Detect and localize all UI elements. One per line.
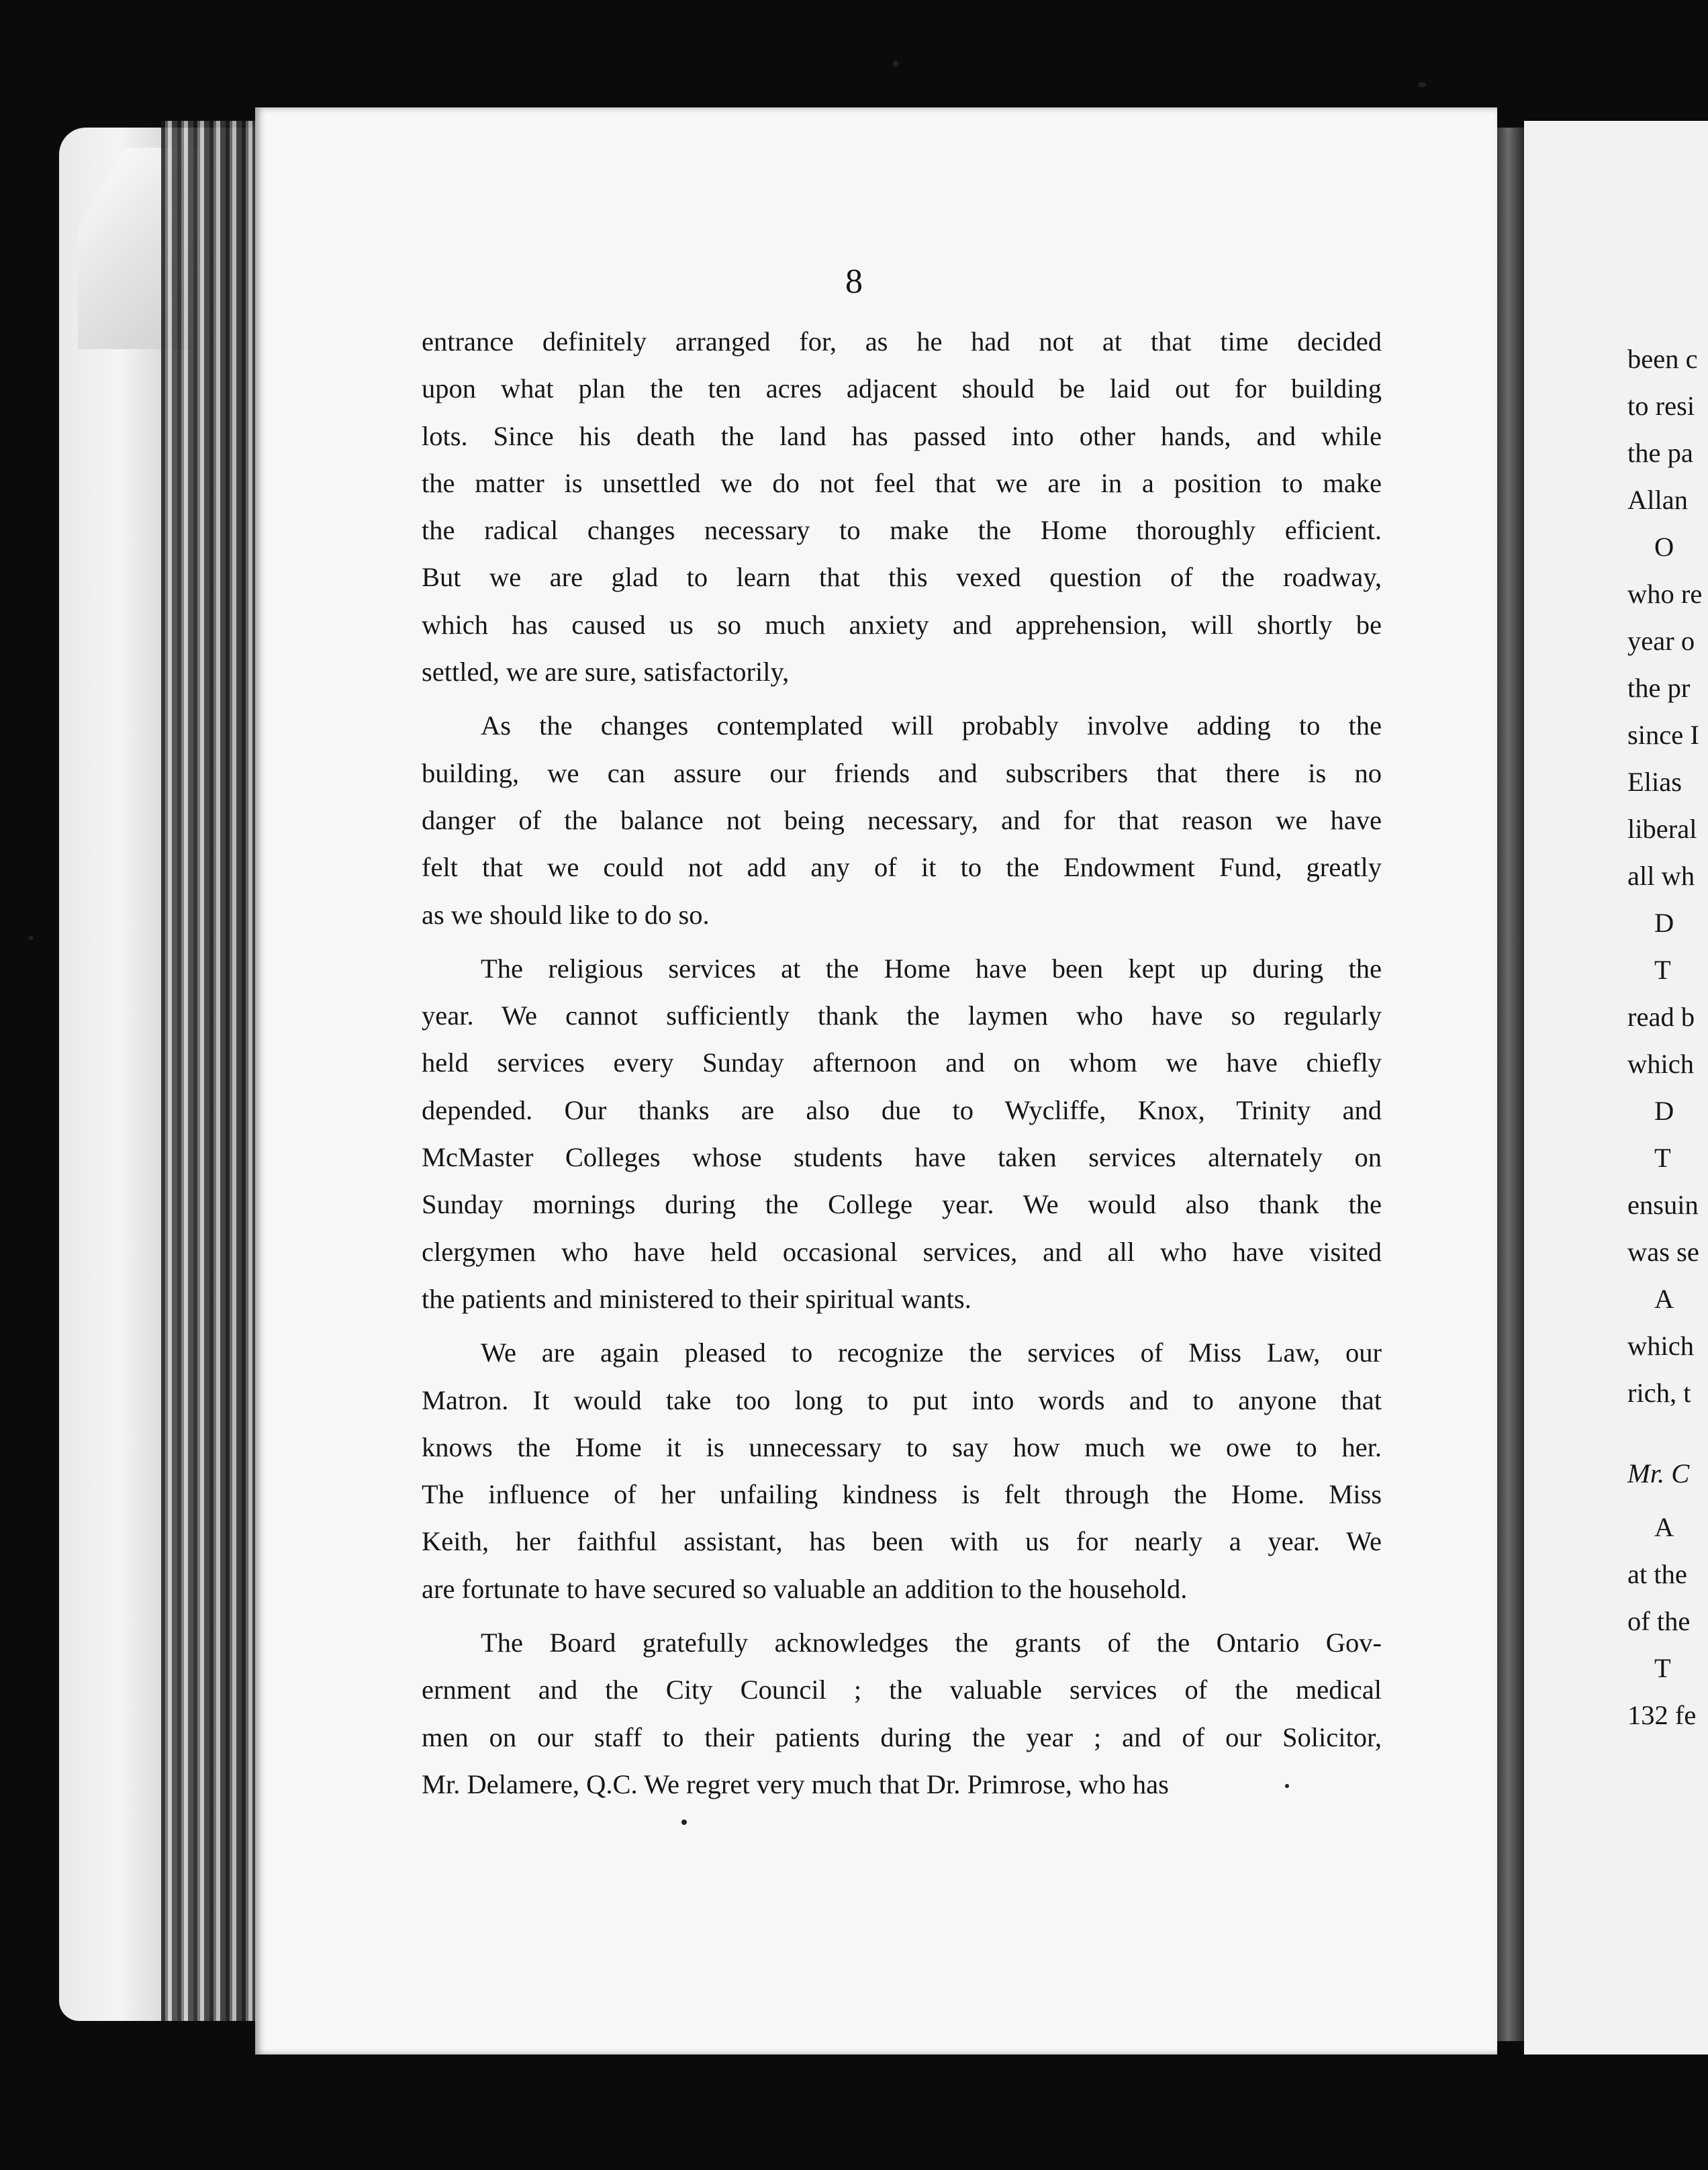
text-line: the matter is unsettled we do not feel that we are in a position to make bbox=[422, 467, 1382, 498]
text-line: Mr. Delamere, Q.C. We regret very much that Dr. Primrose, who has bbox=[422, 1768, 1169, 1799]
facing-page-fragment: since I bbox=[1627, 720, 1699, 750]
scan-speck bbox=[681, 1820, 687, 1825]
text-line: The religious services at the Home have been kept up during the bbox=[481, 953, 1382, 984]
paragraph bbox=[422, 945, 1382, 1323]
text-line: settled, we are sure, satisfactorily, bbox=[422, 657, 790, 688]
text-line: upon what plan the ten acres adjacent should be laid out for building bbox=[422, 373, 1382, 404]
facing-page-fragment: read b bbox=[1627, 1002, 1695, 1032]
page-edges bbox=[161, 121, 262, 2021]
text-line: Keith, her faithful assistant, has been with us for nearly a year. We bbox=[422, 1526, 1382, 1557]
text-line: depended. Our thanks are also due to Wycliffe, Knox, Trinity and bbox=[422, 1094, 1382, 1125]
text-line: The Board gratefully acknowledges the grants of the Ontario Gov- bbox=[481, 1628, 1382, 1658]
facing-page-fragment: Elias bbox=[1627, 767, 1682, 797]
facing-page-fragment: to resi bbox=[1627, 391, 1695, 421]
facing-page-fragment: the pr bbox=[1627, 673, 1691, 703]
text-line: ernment and the City Council ; the valuable services of the medical bbox=[422, 1674, 1382, 1705]
text-line: felt that we could not add any of it to the Endowment Fund, greatly bbox=[422, 852, 1382, 883]
paragraph bbox=[422, 702, 1382, 938]
text-line: The influence of her unfailing kindness is felt through the Home. Miss bbox=[422, 1479, 1382, 1510]
facing-page-fragment: ensuin bbox=[1627, 1190, 1699, 1220]
facing-page-fragment: which bbox=[1627, 1049, 1694, 1079]
page-body bbox=[422, 318, 1382, 1808]
facing-page-fragment: rich, t bbox=[1627, 1378, 1691, 1408]
scan-speck bbox=[1285, 1784, 1289, 1788]
facing-page-fragment: at the bbox=[1627, 1559, 1687, 1589]
text-line: year. We cannot sufficiently thank the laymen who have so regularly bbox=[422, 1000, 1382, 1031]
text-line: McMaster Colleges whose students have taken services alternately on bbox=[422, 1142, 1382, 1173]
facing-page-fragment: Mr. C bbox=[1627, 1458, 1690, 1489]
text-line: the patients and ministered to their spiritual wants. bbox=[422, 1283, 971, 1314]
book-gutter bbox=[1497, 128, 1524, 2041]
text-line: men on our staff to their patients during the year ; and of our Solicitor, bbox=[422, 1721, 1382, 1752]
text-line: clergymen who have held occasional services, and all who have visited bbox=[422, 1236, 1382, 1267]
text-line: as we should like to do so. bbox=[422, 899, 710, 930]
text-line: entrance definitely arranged for, as he had not at that time decided bbox=[422, 326, 1382, 357]
page-number: 8 bbox=[845, 263, 863, 301]
facing-page-fragment: liberal bbox=[1627, 814, 1697, 844]
text-line: But we are glad to learn that this vexed question of the roadway, bbox=[422, 562, 1382, 593]
facing-page-fragment: A bbox=[1654, 1284, 1674, 1314]
text-line: As the changes contemplated will probably involve adding to the bbox=[481, 710, 1382, 741]
paragraph bbox=[422, 318, 1382, 696]
text-line: lots. Since his death the land has passed into other hands, and while bbox=[422, 420, 1382, 451]
text-line: Matron. It would take too long to put into words and to anyone that bbox=[422, 1384, 1382, 1415]
facing-page-fragment: which bbox=[1627, 1331, 1694, 1361]
facing-page-fragment: A bbox=[1654, 1512, 1674, 1542]
facing-page-fragment: D bbox=[1654, 908, 1674, 938]
facing-page-fragment: Allan bbox=[1627, 485, 1688, 515]
text-line: We are again pleased to recognize the services of Miss Law, our bbox=[481, 1337, 1382, 1368]
text-line: which has caused us so much anxiety and apprehension, will shortly be bbox=[422, 609, 1382, 640]
text-line: Sunday mornings during the College year. We would also thank the bbox=[422, 1189, 1382, 1220]
facing-page-fragment: D bbox=[1654, 1096, 1674, 1126]
text-line: are fortunate to have secured so valuable an addition to the household. bbox=[422, 1573, 1188, 1604]
facing-page-fragment: 132 fe bbox=[1627, 1700, 1697, 1730]
facing-page-fragment: T bbox=[1654, 1653, 1671, 1683]
text-line: danger of the balance not being necessary, and for that reason we have bbox=[422, 804, 1382, 835]
facing-page-fragment: who re bbox=[1627, 579, 1703, 609]
facing-page-fragment: O bbox=[1654, 532, 1674, 562]
scan-speck bbox=[893, 60, 898, 67]
paragraph bbox=[422, 1619, 1382, 1808]
scan-speck bbox=[28, 936, 34, 940]
scan-speck bbox=[1418, 82, 1426, 87]
text-line: building, we can assure our friends and subscribers that there is no bbox=[422, 757, 1382, 788]
facing-page-fragment: of the bbox=[1627, 1606, 1691, 1636]
text-line: the radical changes necessary to make the Home thoroughly efficient. bbox=[422, 515, 1382, 546]
facing-page-fragment: was se bbox=[1627, 1237, 1699, 1267]
text-line: held services every Sunday afternoon and on whom we have chiefly bbox=[422, 1047, 1382, 1078]
facing-page-fragment: T bbox=[1654, 1143, 1671, 1173]
facing-page-fragment: T bbox=[1654, 955, 1671, 985]
paragraph bbox=[422, 1329, 1382, 1613]
facing-page-fragment: the pa bbox=[1627, 438, 1693, 468]
text-line: knows the Home it is unnecessary to say how much we owe to her. bbox=[422, 1431, 1382, 1462]
facing-page-fragment: year o bbox=[1627, 626, 1695, 656]
facing-page-fragment: all wh bbox=[1627, 861, 1695, 891]
facing-page-fragment: been c bbox=[1627, 344, 1698, 374]
